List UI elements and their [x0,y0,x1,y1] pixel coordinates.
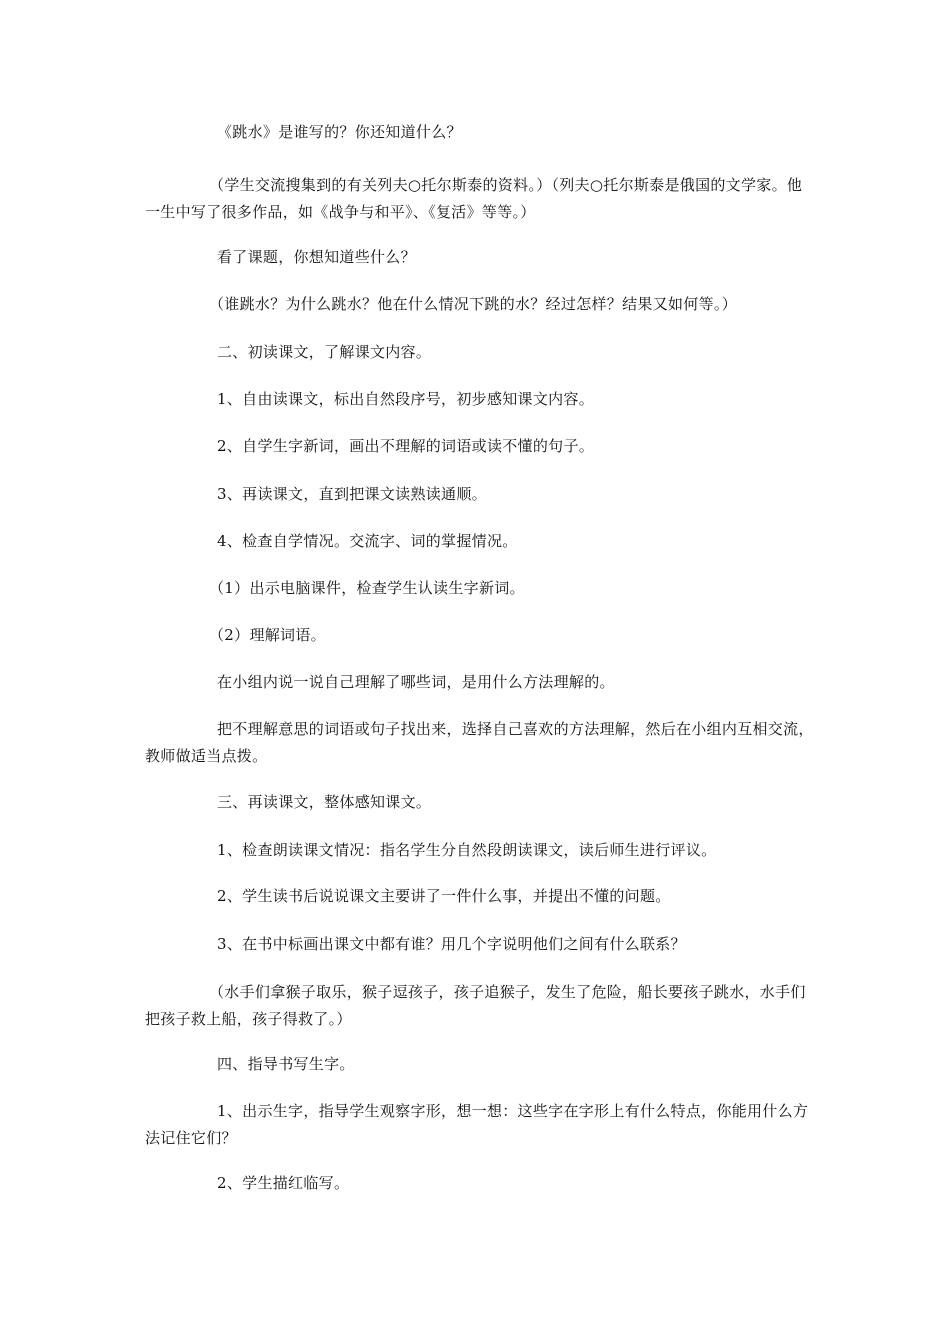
sub-list-item: （1）出示电脑课件，检查学生认读生字新词。 [209,579,525,597]
list-item: 2、学生描红临写。 [217,1174,350,1192]
list-item: 2、自学生字新词，画出不理解的词语或读不懂的句子。 [217,437,595,455]
list-item: 3、再读课文，直到把课文读熟读通顺。 [217,485,487,503]
paragraph-summary: （水手们拿猴子取乐，猴子逗孩子，孩子追猴子，发生了危险，船长要孩子跳水，水手们把孩子救上船，孩子得救了。） [145,983,806,1028]
paragraph: 把不理解意思的词语或句子找出来，选择自己喜欢的方法理解，然后在小组内互相交流，教师做适当点拨。 [145,720,814,765]
list-item: 1、出示生字，指导学生观察字形，想一想：这些字在字形上有什么特点，你能用什么方法记住它们？ [145,1102,809,1147]
section-heading-4: 四、指导书写生字。 [217,1055,355,1073]
paragraph: 在小组内说一说自己理解了哪些词，是用什么方法理解的。 [217,673,615,691]
list-item: 1、检查朗读课文情况：指名学生分自然段朗读课文，读后师生进行评议。 [217,841,717,859]
paragraph-title-question: 看了课题，你想知道些什么？ [217,248,416,266]
list-item: 1、自由读课文，标出自然段序号，初步感知课文内容。 [217,390,595,408]
sub-list-item: （2）理解词语。 [209,626,326,644]
paragraph-tolstoy-info: （学生交流搜集到的有关列夫○托尔斯泰的资料。）（列夫○托尔斯泰是俄国的文学家。他一生中写了很多作品，如《战争与和平》、《复活》等等。） [145,176,803,221]
list-item: 2、学生读书后说说课文主要讲了一件什么事，并提出不懂的问题。 [217,887,671,905]
section-heading-3: 三、再读课文，整体感知课文。 [217,793,432,811]
section-heading-2: 二、初读课文，了解课文内容。 [217,343,432,361]
list-item: 4、检查自学情况。交流字、词的掌握情况。 [217,532,518,550]
paragraph-question-author: 《跳水》是谁写的？你还知道什么？ [217,123,462,141]
paragraph-title-answers: （谁跳水？为什么跳水？他在什么情况下跳的水？经过怎样？结果又如何等。） [209,295,738,313]
list-item: 3、在书中标画出课文中都有谁？用几个字说明他们之间有什么联系？ [217,935,686,953]
